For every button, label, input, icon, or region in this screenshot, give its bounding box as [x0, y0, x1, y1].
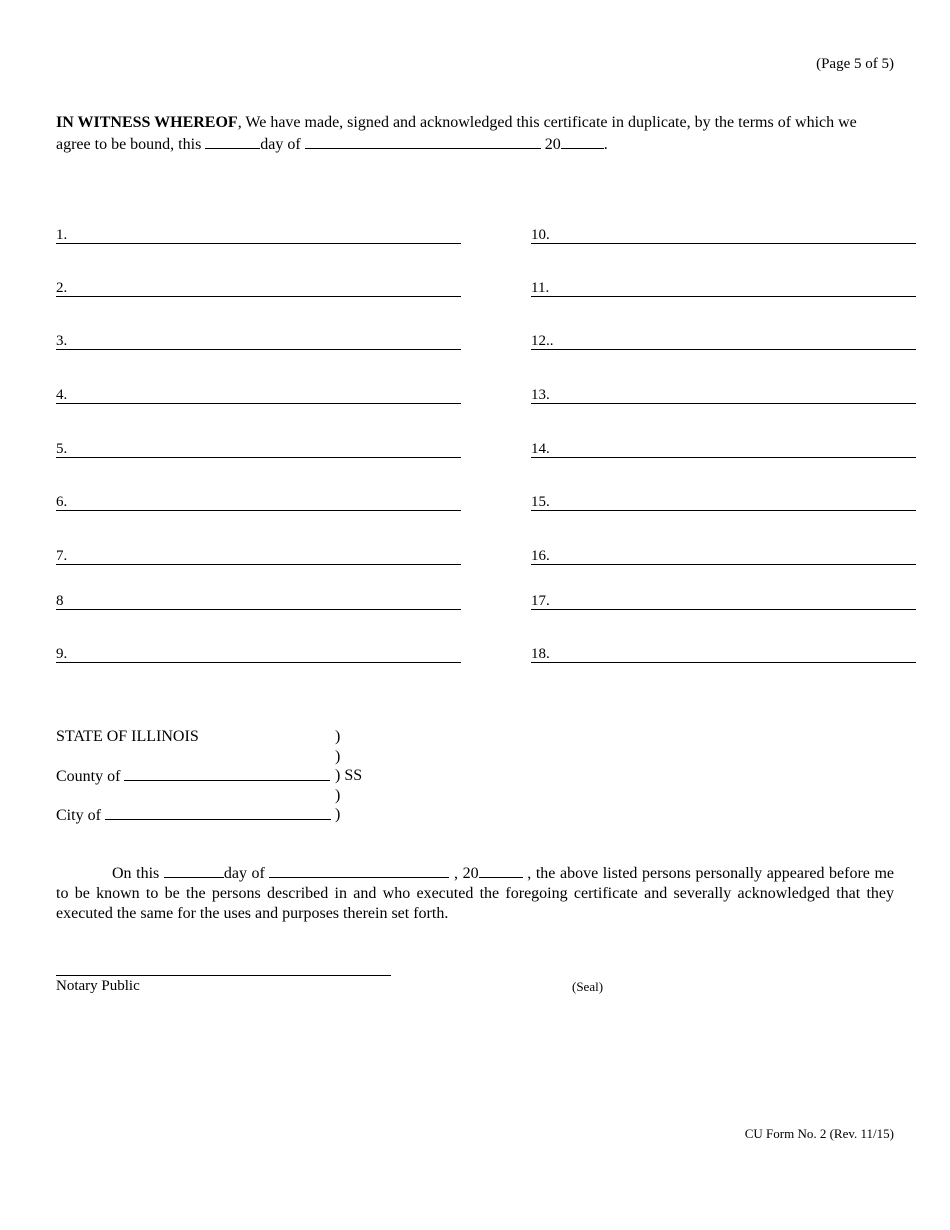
signature-line-10[interactable] — [531, 227, 916, 244]
signature-line-14[interactable] — [531, 441, 916, 458]
city-row — [56, 805, 331, 826]
venue-paren-4: ) — [335, 806, 341, 823]
venue-paren-2: ) — [335, 748, 341, 765]
notary-signature-line[interactable] — [56, 975, 391, 976]
ack-text-2: day of — [223, 865, 270, 882]
signature-line-15[interactable] — [531, 494, 916, 511]
signature-number: 9. — [56, 646, 68, 662]
ack-text-4: , the above listed persons personally appeared before me to be known to be the persons described in and who executed the foregoing certificate and severally acknowledged that they executed the same for the uses and purposes therein set forth. — [56, 865, 895, 922]
signature-line-9[interactable] — [56, 646, 461, 663]
year-blank[interactable] — [561, 134, 604, 149]
county-blank[interactable] — [124, 766, 330, 781]
witness-paragraph — [56, 112, 894, 156]
signature-number: 4. — [56, 387, 68, 403]
form-id: CU Form No. 2 (Rev. 11/15) — [744, 1126, 894, 1141]
day-blank[interactable] — [205, 134, 260, 149]
notary-label: Notary Public — [56, 978, 140, 994]
signature-line-18[interactable] — [531, 646, 916, 663]
signature-number: 16. — [531, 548, 550, 564]
ack-month-blank[interactable] — [269, 863, 449, 878]
witness-bold-lead: IN WITNESS WHEREOF — [56, 114, 238, 131]
signature-number: 11. — [531, 280, 550, 296]
signature-number: 10. — [531, 227, 550, 243]
signature-line-17[interactable] — [531, 593, 916, 610]
witness-text-2: day of — [260, 136, 305, 153]
signature-line-6[interactable] — [56, 494, 461, 511]
county-row — [56, 766, 330, 787]
signature-number: 1. — [56, 227, 68, 243]
signature-number: 8 — [56, 593, 64, 609]
signature-number: 17. — [531, 593, 550, 609]
signature-line-2[interactable] — [56, 280, 461, 297]
ack-text-3: , 20 — [449, 865, 479, 882]
city-blank[interactable] — [105, 805, 331, 820]
ack-day-blank[interactable] — [164, 863, 224, 878]
signature-line-1[interactable] — [56, 227, 461, 244]
signature-number: 13. — [531, 387, 550, 403]
signature-number: 6. — [56, 494, 68, 510]
signature-line-16[interactable] — [531, 548, 916, 565]
ack-year-blank[interactable] — [479, 863, 523, 878]
signature-number: 12.. — [531, 333, 554, 349]
witness-text-3: 20 — [540, 136, 561, 153]
seal-label: (Seal) — [572, 979, 604, 994]
signature-line-7[interactable] — [56, 548, 461, 565]
signature-number: 18. — [531, 646, 550, 662]
signature-number: 14. — [531, 441, 550, 457]
signature-number: 15. — [531, 494, 550, 510]
signature-line-3[interactable] — [56, 333, 461, 350]
signature-number: 7. — [56, 548, 68, 564]
county-label: County of — [56, 768, 121, 785]
witness-text-4: . — [603, 136, 608, 153]
ack-text-1: On this — [112, 865, 164, 882]
page-number: (Page 5 of 5) — [816, 56, 894, 72]
state-label: STATE OF ILLINOIS — [56, 728, 199, 745]
signature-number: 5. — [56, 441, 68, 457]
signature-line-5[interactable] — [56, 441, 461, 458]
signature-line-12[interactable] — [531, 333, 916, 350]
venue-paren-1: ) — [335, 728, 341, 745]
month-blank[interactable] — [305, 134, 541, 149]
witness-text-1: , We have made, signed and acknowledged this certificate in duplicate, by the terms of which we agree to be bound, this — [56, 114, 857, 153]
signature-line-11[interactable] — [531, 280, 916, 297]
venue-paren-3: ) — [335, 787, 341, 804]
signature-number: 2. — [56, 280, 68, 296]
city-label: City of — [56, 807, 101, 824]
signature-line-4[interactable] — [56, 387, 461, 404]
acknowledgment-paragraph — [56, 863, 894, 924]
signature-line-8[interactable] — [56, 593, 461, 610]
venue-ss: ) SS — [335, 767, 363, 784]
signature-line-13[interactable] — [531, 387, 916, 404]
signature-number: 3. — [56, 333, 68, 349]
